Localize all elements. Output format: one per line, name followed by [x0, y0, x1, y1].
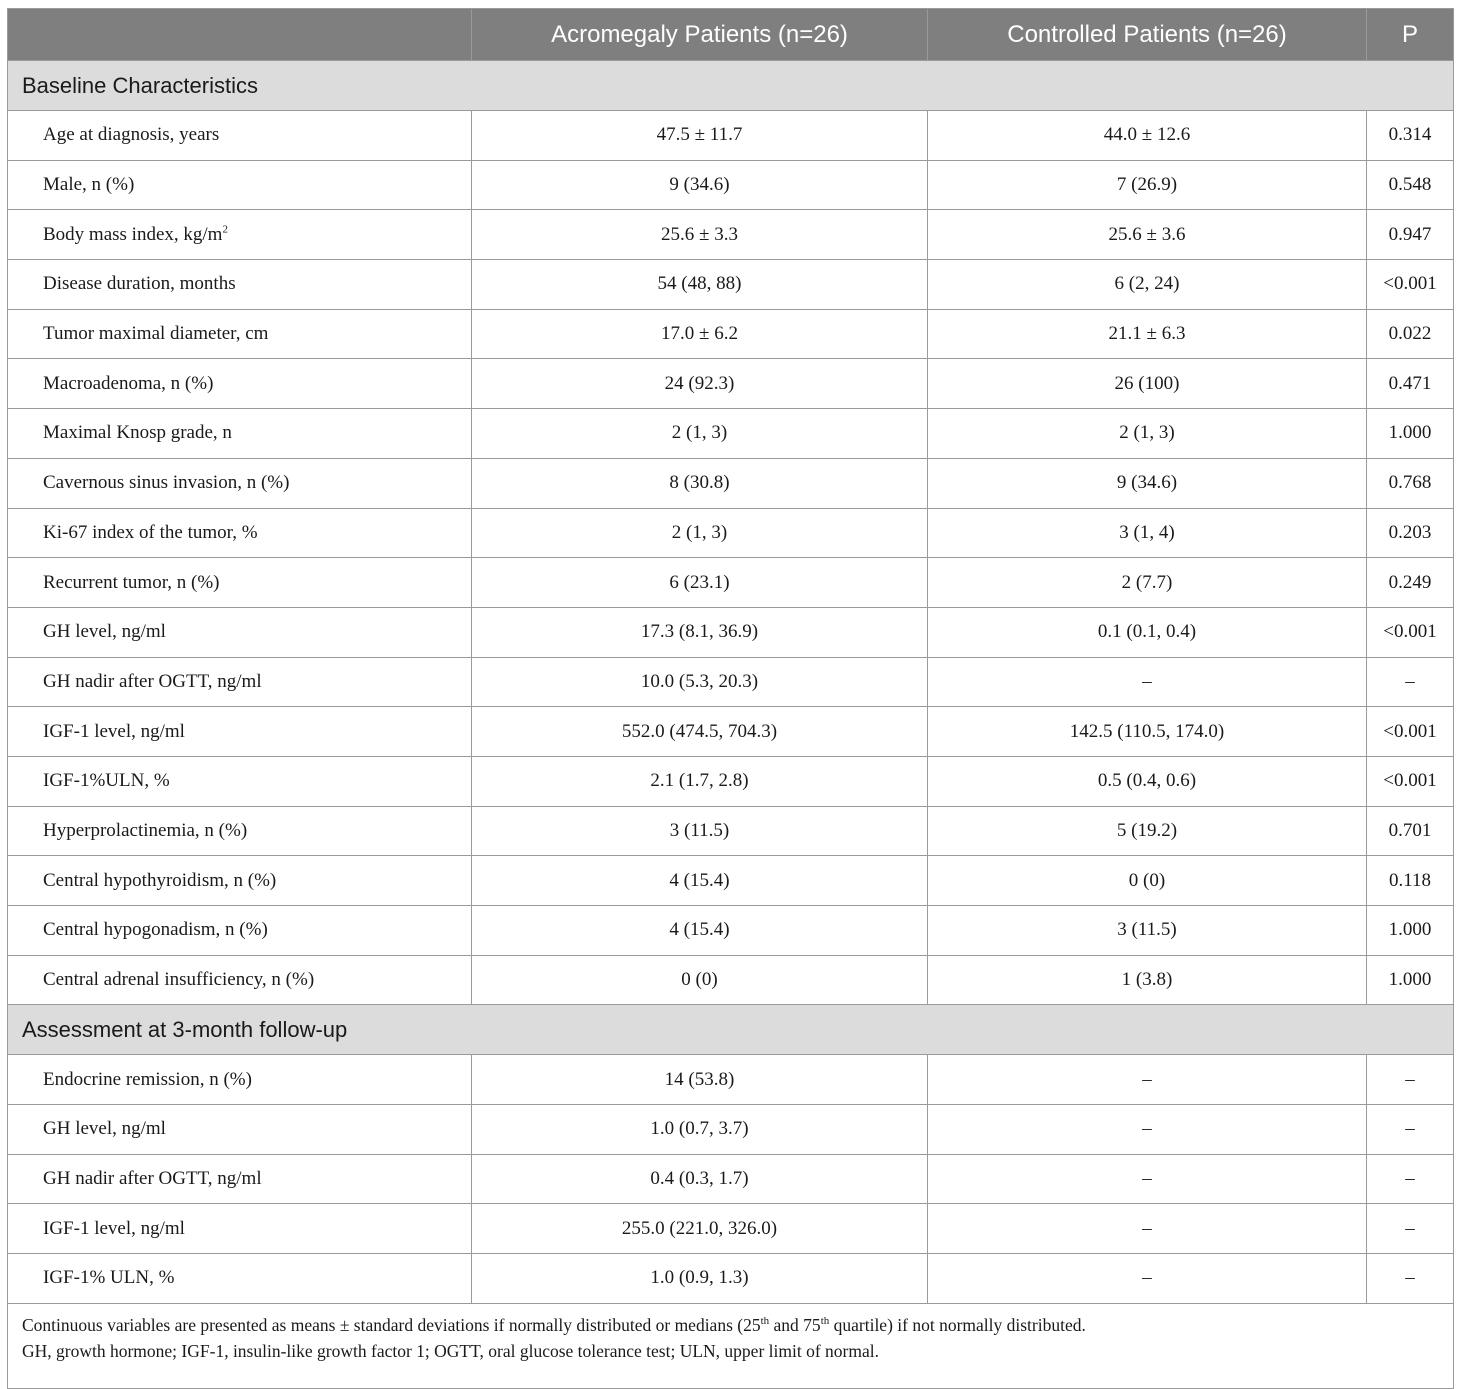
row-label: Cavernous sinus invasion, n (%) — [8, 458, 472, 508]
row-label: Macroadenoma, n (%) — [8, 359, 472, 409]
controlled-value: – — [928, 657, 1367, 707]
acromegaly-value: 17.0 ± 6.2 — [472, 309, 928, 359]
controlled-value: – — [928, 1254, 1367, 1304]
p-value: 0.118 — [1367, 856, 1454, 906]
header-cell-label — [8, 9, 472, 61]
table-row — [8, 856, 1454, 906]
controlled-value: 142.5 (110.5, 174.0) — [928, 707, 1367, 757]
table-row — [8, 657, 1454, 707]
controlled-value: 0 (0) — [928, 856, 1367, 906]
acromegaly-value: 25.6 ± 3.3 — [472, 210, 928, 260]
controlled-value: 44.0 ± 12.6 — [928, 111, 1367, 161]
row-label: Tumor maximal diameter, cm — [8, 309, 472, 359]
p-value: 0.314 — [1367, 111, 1454, 161]
controlled-value: 2 (7.7) — [928, 558, 1367, 608]
p-value: – — [1367, 1105, 1454, 1155]
controlled-value: 7 (26.9) — [928, 160, 1367, 210]
acromegaly-value: 17.3 (8.1, 36.9) — [472, 607, 928, 657]
acromegaly-value: 47.5 ± 11.7 — [472, 111, 928, 161]
acromegaly-value: 2 (1, 3) — [472, 409, 928, 459]
row-label: GH level, ng/ml — [8, 1105, 472, 1155]
acromegaly-value: 0 (0) — [472, 955, 928, 1005]
row-label: Central hypothyroidism, n (%) — [8, 856, 472, 906]
footnote-line1: Continuous variables are presented as means ± standard deviations if normally distributed or medians (25th and 75th quartile) if not normally distributed. — [22, 1314, 1086, 1335]
row-label: Central adrenal insufficiency, n (%) — [8, 955, 472, 1005]
data-table — [7, 8, 1454, 1389]
row-label: IGF-1 level, ng/ml — [8, 1204, 472, 1254]
table-row — [8, 1055, 1454, 1105]
acromegaly-value: 1.0 (0.7, 3.7) — [472, 1105, 928, 1155]
controlled-value: 0.1 (0.1, 0.4) — [928, 607, 1367, 657]
table-row — [8, 707, 1454, 757]
table-row — [8, 607, 1454, 657]
table-body — [8, 61, 1454, 1304]
controlled-value: 5 (19.2) — [928, 806, 1367, 856]
row-label: Body mass index, $kg/m^2$ — [8, 210, 472, 260]
acromegaly-value: 54 (48, 88) — [472, 260, 928, 310]
header-cell-acromegaly: Acromegaly Patients (n=26) — [472, 9, 928, 61]
acromegaly-value: 9 (34.6) — [472, 160, 928, 210]
table-row — [8, 1254, 1454, 1304]
footnote — [8, 1303, 1454, 1388]
row-label: Central hypogonadism, n (%) — [8, 906, 472, 956]
footnote-line2: GH, growth hormone; IGF-1, insulin-like growth factor 1; OGTT, oral glucose tolerance test; ULN, upper limit of normal. — [22, 1340, 879, 1361]
footnote-row — [8, 1303, 1454, 1388]
row-label: Disease duration, months — [8, 260, 472, 310]
table-row — [8, 806, 1454, 856]
section-title: Assessment at 3-month follow-up — [8, 1005, 1454, 1055]
p-value: – — [1367, 1154, 1454, 1204]
table-row — [8, 756, 1454, 806]
table-row — [8, 458, 1454, 508]
row-label: IGF-1 level, ng/ml — [8, 707, 472, 757]
p-value: 1.000 — [1367, 955, 1454, 1005]
acromegaly-value: 0.4 (0.3, 1.7) — [472, 1154, 928, 1204]
row-label: Age at diagnosis, years — [8, 111, 472, 161]
p-value: 0.548 — [1367, 160, 1454, 210]
controlled-value: 25.6 ± 3.6 — [928, 210, 1367, 260]
controlled-value: – — [928, 1154, 1367, 1204]
section-row — [8, 1005, 1454, 1055]
controlled-value: 6 (2, 24) — [928, 260, 1367, 310]
table-row — [8, 359, 1454, 409]
acromegaly-value: 10.0 (5.3, 20.3) — [472, 657, 928, 707]
acromegaly-value: 6 (23.1) — [472, 558, 928, 608]
p-value: – — [1367, 1254, 1454, 1304]
p-value: <0.001 — [1367, 756, 1454, 806]
p-value: 0.701 — [1367, 806, 1454, 856]
row-label: IGF-1%ULN, % — [8, 756, 472, 806]
controlled-value: 26 (100) — [928, 359, 1367, 409]
table-row — [8, 111, 1454, 161]
row-label: IGF-1% ULN, % — [8, 1254, 472, 1304]
table-row — [8, 210, 1454, 260]
section-row — [8, 61, 1454, 111]
acromegaly-value: 14 (53.8) — [472, 1055, 928, 1105]
controlled-value: – — [928, 1055, 1367, 1105]
p-value: 0.768 — [1367, 458, 1454, 508]
controlled-value: 0.5 (0.4, 0.6) — [928, 756, 1367, 806]
row-label: Ki-67 index of the tumor, % — [8, 508, 472, 558]
row-label: Male, n (%) — [8, 160, 472, 210]
table-row — [8, 558, 1454, 608]
header-cell-p: P — [1367, 9, 1454, 61]
row-label: Maximal Knosp grade, n — [8, 409, 472, 459]
row-label: GH nadir after OGTT, ng/ml — [8, 1154, 472, 1204]
acromegaly-value: 2 (1, 3) — [472, 508, 928, 558]
table-row — [8, 1105, 1454, 1155]
acromegaly-value: 255.0 (221.0, 326.0) — [472, 1204, 928, 1254]
acromegaly-value: 8 (30.8) — [472, 458, 928, 508]
p-value: 1.000 — [1367, 906, 1454, 956]
controlled-value: – — [928, 1204, 1367, 1254]
p-value: – — [1367, 657, 1454, 707]
acromegaly-value: 24 (92.3) — [472, 359, 928, 409]
p-value: <0.001 — [1367, 707, 1454, 757]
p-value: <0.001 — [1367, 607, 1454, 657]
table-row — [8, 906, 1454, 956]
controlled-value: 3 (11.5) — [928, 906, 1367, 956]
table-row — [8, 160, 1454, 210]
table-row — [8, 409, 1454, 459]
p-value: 1.000 — [1367, 409, 1454, 459]
row-label: Recurrent tumor, n (%) — [8, 558, 472, 608]
table-row — [8, 955, 1454, 1005]
p-value: 0.471 — [1367, 359, 1454, 409]
row-label: GH nadir after OGTT, ng/ml — [8, 657, 472, 707]
controlled-value: 1 (3.8) — [928, 955, 1367, 1005]
row-label: GH level, ng/ml — [8, 607, 472, 657]
p-value: 0.249 — [1367, 558, 1454, 608]
table-row — [8, 309, 1454, 359]
controlled-value: 21.1 ± 6.3 — [928, 309, 1367, 359]
controlled-value: – — [928, 1105, 1367, 1155]
p-value: 0.203 — [1367, 508, 1454, 558]
controlled-value: 2 (1, 3) — [928, 409, 1367, 459]
p-value: <0.001 — [1367, 260, 1454, 310]
header-cell-controlled: Controlled Patients (n=26) — [928, 9, 1367, 61]
section-title: Baseline Characteristics — [8, 61, 1454, 111]
header-row — [8, 9, 1454, 61]
acromegaly-value: 1.0 (0.9, 1.3) — [472, 1254, 928, 1304]
p-value: – — [1367, 1204, 1454, 1254]
acromegaly-value: 3 (11.5) — [472, 806, 928, 856]
acromegaly-value: 4 (15.4) — [472, 856, 928, 906]
table-row — [8, 260, 1454, 310]
table-row — [8, 1204, 1454, 1254]
p-value: 0.022 — [1367, 309, 1454, 359]
acromegaly-value: 2.1 (1.7, 2.8) — [472, 756, 928, 806]
p-value: 0.947 — [1367, 210, 1454, 260]
acromegaly-value: 552.0 (474.5, 704.3) — [472, 707, 928, 757]
acromegaly-value: 4 (15.4) — [472, 906, 928, 956]
p-value: – — [1367, 1055, 1454, 1105]
controlled-value: 3 (1, 4) — [928, 508, 1367, 558]
table-row — [8, 1154, 1454, 1204]
controlled-value: 9 (34.6) — [928, 458, 1367, 508]
table-row — [8, 508, 1454, 558]
row-label: Endocrine remission, n (%) — [8, 1055, 472, 1105]
row-label: Hyperprolactinemia, n (%) — [8, 806, 472, 856]
